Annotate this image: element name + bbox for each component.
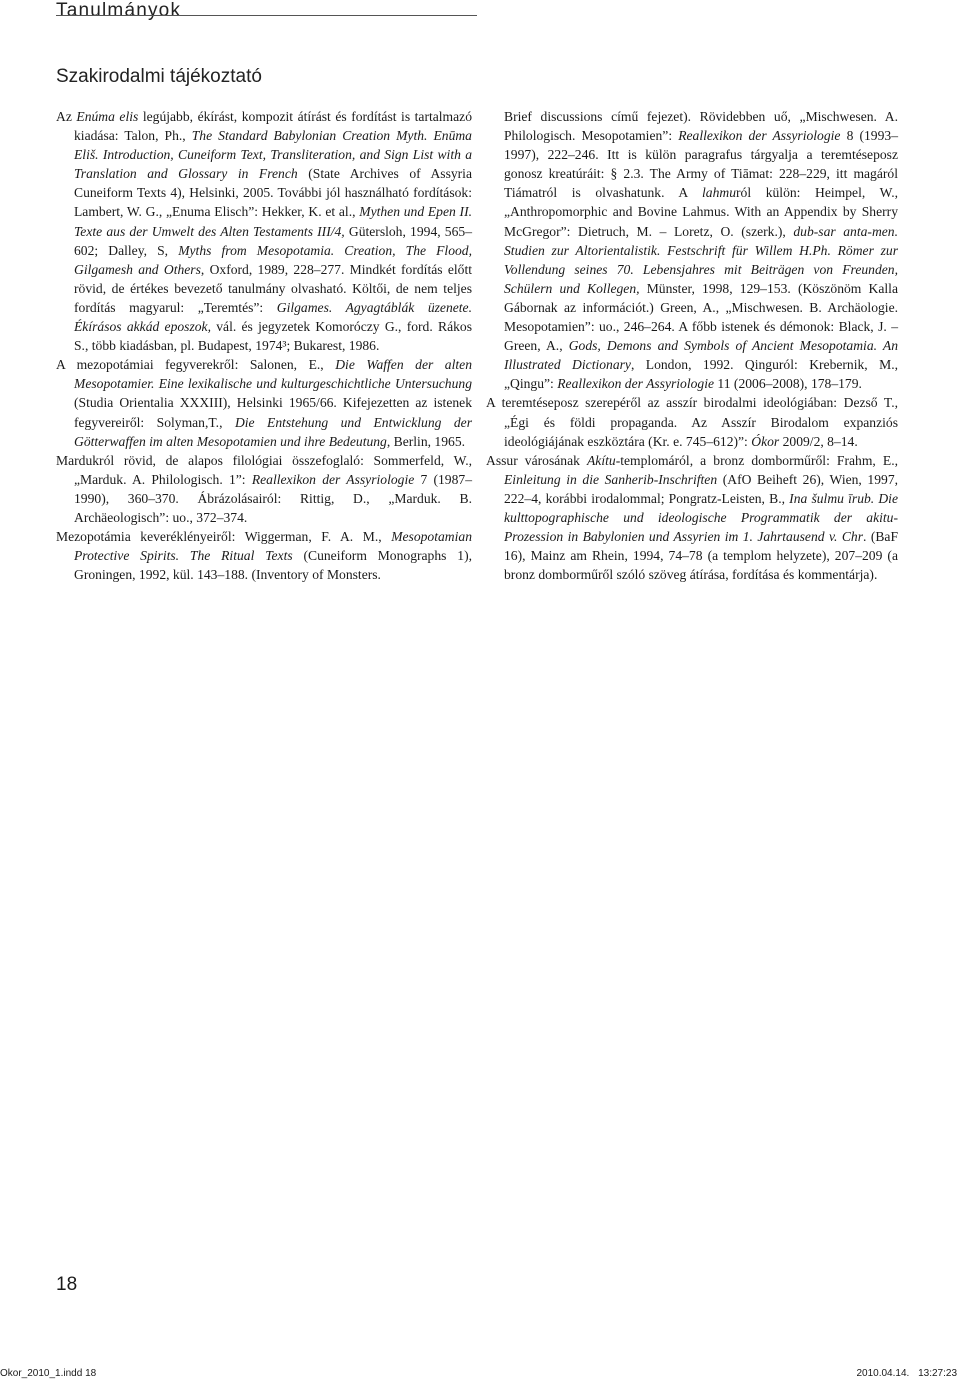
bibliography-entry — [56, 451, 472, 527]
entry-text: Az — [56, 109, 77, 124]
entry-text: -templomáról, a bronz domborműről: Frahm, E., — [615, 452, 899, 468]
entry-text: 8 (1993–1997), 222–246. Itt is külön paragrafus tárgyalja a teremtéseposz gonosz kreatúráit: § 2.3. The Army of Tiāmat: 228–229, itt magáról Tiámatról is olvashatunk. A — [504, 128, 898, 201]
italic-title: Reallexikon der Assyriologie — [251, 471, 415, 487]
entry-text: (AfO Beiheft 26), Wien, 1997, 222–4, korábbi irodalommal; Pongratz-Leisten, B., — [504, 471, 899, 506]
bibliography-entry — [486, 393, 898, 450]
entry-text: , Berlin, 1965. — [386, 433, 466, 449]
entry-text: Assur városának — [486, 452, 587, 468]
italic-title: Die Waffen der alten Mesopotamier. Eine lexikalische und kulturgeschichtliche Untersuchung — [74, 357, 472, 392]
bibliography-entry — [486, 107, 898, 393]
italic-title: Akítu — [587, 452, 616, 468]
italic-title: The Standard Babylonian Creation Myth. Enūma Eliš. Introduction, Cuneiform Text, Transliteration, and Sign List with a Translation and Glossary in French — [74, 128, 472, 182]
entry-text: 11 (2006–2008), 178–179. — [714, 376, 862, 392]
bibliography-entry — [56, 107, 472, 355]
italic-title: Reallexikon der Assyriologie — [678, 128, 841, 144]
entry-text: 7 (1987–1990), 360–370. Ábrázolásairól: Rittig, D., „Marduk. B. Archäeologisch”: uo., 372–374. — [74, 471, 472, 525]
entry-text: , Oxford, 1989, 228–277. Mindkét fordítás előtt rövid, de értékes bevezető tanulmány olvasható. Költői, de nem teljes fordítás magyarul: „Teremtés”: — [74, 261, 472, 315]
section-title: Szakirodalmi tájékoztató — [56, 66, 262, 87]
italic-title: Einleitung in die Sanherib-Inschriften — [504, 471, 718, 487]
entry-text: (Studia Orientalia XXXIII), Helsinki 1965/66. Kifejezetten az istenek fegyvereiről: Solyman,T., — [74, 395, 472, 430]
bibliography-entry — [486, 451, 898, 585]
italic-title: Myths from Mesopotamia. Creation, The Flood, Gilgamesh and Others — [74, 242, 472, 277]
entry-text: 2009/2, 8–14. — [779, 433, 858, 449]
italic-title: Mesopotamian Protective Spirits. The Ritual Texts — [74, 529, 472, 564]
italic-title: Mythen und Epen II. Texte aus der Umwelt des Alten Testaments III/4, — [74, 204, 472, 239]
italic-title: lahmu — [702, 185, 736, 201]
entry-text: Mardukról rövid, de alapos filológiai összefoglaló: Sommerfeld, W., „Marduk. A. Philologisch. 1”: — [56, 452, 472, 487]
entry-text: , London, 1992. Qinguról: Krebernik, M., „Qingu”: — [504, 357, 898, 392]
entry-text: A mezopotámiai fegyverekről: Salonen, E., — [56, 357, 336, 373]
entry-text: Mezopotámia keveréklényeiről: Wiggerman, F. A. M., — [56, 529, 392, 545]
entry-text: Gütersloh, 1994, 565–602; Dalley, S, — [74, 223, 472, 258]
entry-text: . (BaF 16), Mainz am Rhein, 1994, 74–78 (a templom helyzete), 207–209 (a bronz domborműről szóló szöveg átírása, fordítása és kommentárja). — [504, 529, 899, 583]
entry-text: (Cuneiform Monographs 1), Groningen, 1992, kül. 143–188. (Inventory of Monsters. — [74, 548, 472, 583]
footer-file-info: Okor_2010_1.indd 18 — [0, 1368, 97, 1379]
entry-text: A teremtéseposz szerepéről az asszír birodalmi ideológiában: Dezső T., „Égi és földi propaganda. Az Asszír Birodalom expanziós ideológiájának eszköztára (Kr. e. 745–612)”: — [486, 395, 898, 449]
entry-text: (State Archives of Assyria Cuneiform Texts 4), Helsinki, 2005. További jól használható fordítások: Lambert, W. G., „Enuma Elisch”: Hekker, K. et al., — [74, 166, 472, 220]
italic-title: Gods, Demons and Symbols of Ancient Mesopotamia. An Illustrated Dictionary — [504, 338, 898, 373]
italic-title: Ina šulmu īrub. Die kulttopographische und ideologische Programmatik der akitu-Prozession in Babylonien und Assyrien im 1. Jahrtausend v. Chr — [504, 490, 898, 545]
right-column — [486, 107, 898, 584]
italic-title: Reallexikon der Assyriologie — [557, 376, 715, 392]
entry-text: Brief discussions című fejezet). Rövidebben uő, „Mischwesen. A. Philologisch. Mesopotamien”: — [504, 109, 898, 144]
italic-title: Gilgames. Agyagtáblák üzenete. Ékírásos akkád eposzok, — [74, 299, 472, 335]
entry-text: vál. és jegyzetek Komoróczy G., ford. Rákos S., több kiadásban, pl. Budapest, 1974³; Bukarest, 1986. — [74, 319, 472, 354]
entry-text: Münster, 1998, 129–153. (Köszönöm Kalla Gábornak az információt.) Green, A., „Mischwesen. B. Archäologie. Mesopotamien”: uo., 246–264. A főbb istenek és démonok: Black, J. – Green, A., — [504, 280, 898, 354]
bibliography-entry — [56, 355, 472, 450]
entry-text: ról külön: Heimpel, W., „Anthropomorphic and Bovine Lahmus. With an Appendix by Sherry McGregor”: Dietruch, M. – Loretz, O. (szerk.), — [504, 185, 898, 239]
header-rule — [56, 15, 477, 16]
italic-title: dub-sar anta-men. Studien zur Altorientalistik. Festschrift für Willem H.Ph. Römer zur Vollendung seines 70. Lebensjahres mit Beiträgen von Freunden, Schülern und Kollegen, — [504, 223, 898, 296]
bibliography-entry — [56, 527, 472, 584]
running-header: Tanulmányok — [56, 0, 182, 21]
footer-timestamp: 2010.04.14. 13:27:23 — [856, 1368, 957, 1379]
italic-title: Enúma elis — [76, 109, 139, 124]
page-number: 18 — [56, 1274, 78, 1295]
entry-text: legújabb, ékírást, kompozit átírást és fordítást is tartalmazó kiadása: Talon, Ph., — [74, 109, 472, 144]
italic-title: Die Entstehung und Entwicklung der Götterwaffen im alten Mesopotamien und ihre Bedeutung — [74, 414, 472, 449]
left-column — [56, 107, 472, 584]
italic-title: Ókor — [751, 433, 780, 449]
